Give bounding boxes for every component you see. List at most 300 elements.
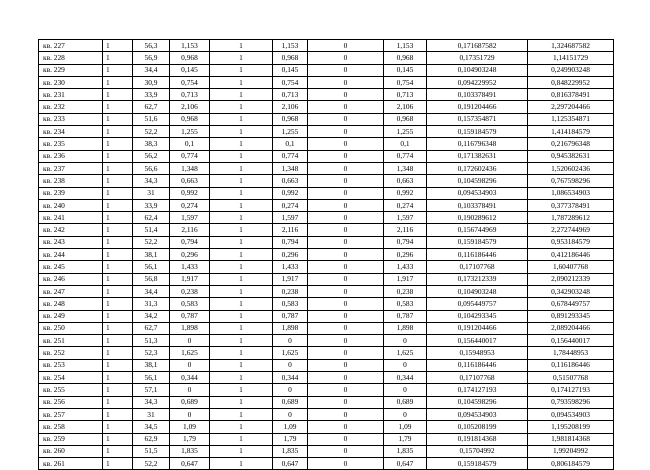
table-cell: 1: [103, 126, 133, 138]
table-cell: 62,7: [133, 101, 170, 113]
apartment-label-cell: кв. 257: [39, 408, 103, 420]
table-cell: 1: [210, 384, 273, 396]
table-cell: 0,968: [273, 113, 308, 125]
apartment-label-cell: кв. 240: [39, 199, 103, 211]
table-cell: 0: [308, 421, 384, 433]
table-cell: 0,344: [384, 372, 427, 384]
table-cell: 0,968: [273, 52, 308, 64]
table-cell: 0,116186446: [528, 359, 614, 371]
table-cell: 1,195208199: [528, 421, 614, 433]
table-cell: 1,348: [273, 162, 308, 174]
table-cell: 0,992: [170, 187, 210, 199]
apartment-label-cell: кв. 254: [39, 372, 103, 384]
table-cell: 1: [103, 310, 133, 322]
table-cell: 1: [210, 113, 273, 125]
table-cell: 0,968: [170, 52, 210, 64]
table-cell: 1: [210, 101, 273, 113]
apartment-label-cell: кв. 227: [39, 40, 103, 52]
table-cell: 0,689: [384, 396, 427, 408]
table-cell: 0,647: [384, 458, 427, 470]
table-cell: 0,713: [170, 89, 210, 101]
table-row: [39, 64, 614, 76]
table-cell: 1,625: [384, 347, 427, 359]
table-cell: 34,3: [133, 175, 170, 187]
table-row: [39, 249, 614, 261]
table-cell: 0: [308, 40, 384, 52]
table-cell: 1,79: [170, 433, 210, 445]
table-cell: 0: [308, 89, 384, 101]
table-row: [39, 347, 614, 359]
table-row: [39, 261, 614, 273]
table-row: [39, 162, 614, 174]
table-cell: 0,412186446: [528, 249, 614, 261]
table-cell: 51,3: [133, 335, 170, 347]
table-cell: 1: [103, 199, 133, 211]
table-cell: 0,774: [273, 150, 308, 162]
table-cell: 1,153: [170, 40, 210, 52]
table-cell: 0,1: [384, 138, 427, 150]
table-cell: 38,1: [133, 249, 170, 261]
table-cell: 0,145: [384, 64, 427, 76]
table-cell: 0,794: [170, 236, 210, 248]
table-row: [39, 101, 614, 113]
table-cell: 1: [210, 89, 273, 101]
table-cell: 1: [103, 421, 133, 433]
table-cell: 0,344: [273, 372, 308, 384]
table-cell: 0,713: [384, 89, 427, 101]
table-cell: 0: [308, 224, 384, 236]
table-cell: 0,754: [170, 76, 210, 88]
table-row: [39, 310, 614, 322]
table-cell: 1,917: [273, 273, 308, 285]
table-cell: 1,255: [170, 126, 210, 138]
table-cell: 51,6: [133, 113, 170, 125]
table-cell: 1: [103, 445, 133, 457]
apartment-label-cell: кв. 252: [39, 347, 103, 359]
table-cell: 1: [210, 162, 273, 174]
table-cell: 1: [103, 285, 133, 297]
table-cell: 1: [210, 126, 273, 138]
table-cell: 0,190289612: [427, 212, 528, 224]
table-row: [39, 40, 614, 52]
table-cell: 1: [210, 249, 273, 261]
table-cell: 0,17351729: [427, 52, 528, 64]
table-cell: 0,816378491: [528, 89, 614, 101]
table-cell: 0,103378491: [427, 89, 528, 101]
table-cell: 1,125354871: [528, 113, 614, 125]
table-row: [39, 445, 614, 457]
table-cell: 0,787: [384, 310, 427, 322]
table-cell: 0,094534903: [427, 187, 528, 199]
table-cell: 1: [210, 261, 273, 273]
table-cell: 0,156440017: [427, 335, 528, 347]
table-cell: 1,433: [384, 261, 427, 273]
table-cell: 1: [103, 458, 133, 470]
table-cell: 0,191204466: [427, 101, 528, 113]
table-cell: 0,1: [273, 138, 308, 150]
table-row: [39, 322, 614, 334]
table-cell: 0: [308, 347, 384, 359]
table-cell: 0,968: [384, 113, 427, 125]
apartment-label-cell: кв. 236: [39, 150, 103, 162]
table-cell: 34,4: [133, 64, 170, 76]
table-cell: 0: [308, 445, 384, 457]
table-cell: 1: [210, 445, 273, 457]
apartment-label-cell: кв. 256: [39, 396, 103, 408]
table-cell: 0: [384, 335, 427, 347]
table-cell: 0: [308, 150, 384, 162]
apartment-table: [38, 39, 614, 470]
table-cell: 0,583: [384, 298, 427, 310]
table-cell: 0,173212339: [427, 273, 528, 285]
table-row: [39, 89, 614, 101]
table-cell: 0: [308, 359, 384, 371]
table-cell: 0,296: [273, 249, 308, 261]
table-cell: 1: [210, 199, 273, 211]
table-cell: 0,767598296: [528, 175, 614, 187]
apartment-label-cell: кв. 259: [39, 433, 103, 445]
table-cell: 1,60407768: [528, 261, 614, 273]
table-cell: 0: [170, 384, 210, 396]
apartment-label-cell: кв. 237: [39, 162, 103, 174]
table-cell: 0,344: [170, 372, 210, 384]
table-cell: 0: [308, 273, 384, 285]
table-cell: 0,094534903: [528, 408, 614, 420]
table-cell: 1,597: [170, 212, 210, 224]
table-row: [39, 359, 614, 371]
table-cell: 0,159184579: [427, 126, 528, 138]
apartment-label-cell: кв. 255: [39, 384, 103, 396]
table-cell: 1: [103, 101, 133, 113]
table-row: [39, 76, 614, 88]
table-cell: 2,297204466: [528, 101, 614, 113]
apartment-label-cell: кв. 231: [39, 89, 103, 101]
table-cell: 56,6: [133, 162, 170, 174]
table-cell: 0,116186446: [427, 359, 528, 371]
apartment-label-cell: кв. 230: [39, 76, 103, 88]
table-cell: 1,348: [170, 162, 210, 174]
table-cell: 30,9: [133, 76, 170, 88]
table-cell: 0: [308, 113, 384, 125]
table-cell: 0,663: [170, 175, 210, 187]
table-cell: 1: [103, 335, 133, 347]
table-cell: 0: [273, 384, 308, 396]
table-row: [39, 212, 614, 224]
table-cell: 56,1: [133, 372, 170, 384]
table-cell: 1,520602436: [528, 162, 614, 174]
table-cell: 2,089204466: [528, 322, 614, 334]
table-cell: 0,159184579: [427, 458, 528, 470]
table-cell: 0,171382631: [427, 150, 528, 162]
table-cell: 1: [210, 347, 273, 359]
table-cell: 0,145: [170, 64, 210, 76]
table-cell: 0,171687582: [427, 40, 528, 52]
table-cell: 2,106: [384, 101, 427, 113]
table-cell: 0: [308, 335, 384, 347]
table-cell: 1: [103, 187, 133, 199]
table-cell: 1: [210, 40, 273, 52]
table-cell: 0,159184579: [427, 236, 528, 248]
table-cell: 0,891293345: [528, 310, 614, 322]
table-cell: 0,678449757: [528, 298, 614, 310]
apartment-label-cell: кв. 229: [39, 64, 103, 76]
table-cell: 1,625: [273, 347, 308, 359]
table-cell: 0,806184579: [528, 458, 614, 470]
table-cell: 2,116: [384, 224, 427, 236]
table-cell: 0,689: [170, 396, 210, 408]
table-cell: 0: [273, 408, 308, 420]
table-row: [39, 458, 614, 470]
table-cell: 0: [308, 261, 384, 273]
table-cell: 0: [308, 396, 384, 408]
table-cell: 0,104598296: [427, 396, 528, 408]
table-row: [39, 52, 614, 64]
table-cell: 0: [170, 408, 210, 420]
table-cell: 1: [210, 408, 273, 420]
table-cell: 0,274: [273, 199, 308, 211]
table-cell: 0: [308, 199, 384, 211]
table-cell: 1: [103, 224, 133, 236]
table-row: [39, 285, 614, 297]
table-cell: 1: [103, 433, 133, 445]
table-cell: 1: [210, 175, 273, 187]
table-cell: 0,094229952: [427, 76, 528, 88]
table-cell: 1,835: [170, 445, 210, 457]
table-cell: 2,106: [170, 101, 210, 113]
table-cell: 1: [210, 372, 273, 384]
table-cell: 1: [210, 298, 273, 310]
table-cell: 0,157354871: [427, 113, 528, 125]
apartment-label-cell: кв. 234: [39, 126, 103, 138]
table-cell: 1: [210, 224, 273, 236]
table-cell: 31,3: [133, 298, 170, 310]
apartment-label-cell: кв. 251: [39, 335, 103, 347]
apartment-label-cell: кв. 258: [39, 421, 103, 433]
table-cell: 0: [308, 384, 384, 396]
table-cell: 1,898: [384, 322, 427, 334]
apartment-label-cell: кв. 232: [39, 101, 103, 113]
table-cell: 1: [103, 52, 133, 64]
table-cell: 0,156744969: [427, 224, 528, 236]
table-cell: 0,296: [384, 249, 427, 261]
table-cell: 1,625: [170, 347, 210, 359]
table-cell: 31: [133, 187, 170, 199]
table-cell: 1: [210, 150, 273, 162]
table-row: [39, 175, 614, 187]
table-cell: 1,414184579: [528, 126, 614, 138]
table-cell: 1,09: [384, 421, 427, 433]
table-cell: 0: [384, 359, 427, 371]
table-cell: 0,116186446: [427, 249, 528, 261]
table-cell: 1: [103, 175, 133, 187]
table-cell: 1,433: [170, 261, 210, 273]
table-cell: 1,835: [273, 445, 308, 457]
table-cell: 0,754: [384, 76, 427, 88]
table-cell: 1,79: [273, 433, 308, 445]
apartment-label-cell: кв. 244: [39, 249, 103, 261]
table-row: [39, 335, 614, 347]
table-cell: 1,917: [170, 273, 210, 285]
table-cell: 62,4: [133, 212, 170, 224]
table-cell: 0,191814368: [427, 433, 528, 445]
table-cell: 2,272744969: [528, 224, 614, 236]
table-cell: 52,3: [133, 347, 170, 359]
table-cell: 0,191204466: [427, 322, 528, 334]
table-cell: 0,774: [170, 150, 210, 162]
table-cell: 62,7: [133, 322, 170, 334]
table-cell: 0: [308, 52, 384, 64]
table-row: [39, 421, 614, 433]
table-row: [39, 273, 614, 285]
table-cell: 1,79: [384, 433, 427, 445]
table-cell: 1,78448953: [528, 347, 614, 359]
table-cell: 33,9: [133, 199, 170, 211]
table-cell: 1: [210, 359, 273, 371]
table-cell: 1: [210, 138, 273, 150]
apartment-label-cell: кв. 261: [39, 458, 103, 470]
table-cell: 0,774: [384, 150, 427, 162]
table-cell: 1,086534903: [528, 187, 614, 199]
table-body: [39, 40, 614, 470]
table-cell: 1: [103, 372, 133, 384]
table-row: [39, 138, 614, 150]
table-row: [39, 113, 614, 125]
table-cell: 0,953184579: [528, 236, 614, 248]
table-cell: 1,597: [384, 212, 427, 224]
table-cell: 0,1: [170, 138, 210, 150]
table-cell: 1,898: [273, 322, 308, 334]
table-cell: 0,583: [273, 298, 308, 310]
table-cell: 0,663: [273, 175, 308, 187]
table-cell: 1: [103, 347, 133, 359]
table-cell: 0: [308, 322, 384, 334]
table-cell: 0,647: [273, 458, 308, 470]
apartment-label-cell: кв. 241: [39, 212, 103, 224]
table-cell: 34,4: [133, 285, 170, 297]
table-cell: 0,342903248: [528, 285, 614, 297]
table-cell: 0: [308, 433, 384, 445]
table-cell: 1,09: [273, 421, 308, 433]
table-cell: 0: [308, 64, 384, 76]
table-cell: 1: [210, 212, 273, 224]
table-cell: 0: [308, 187, 384, 199]
table-cell: 1,348: [384, 162, 427, 174]
table-cell: 34,2: [133, 310, 170, 322]
table-cell: 0: [308, 458, 384, 470]
table-row: [39, 433, 614, 445]
table-cell: 1: [103, 249, 133, 261]
table-cell: 1: [103, 322, 133, 334]
apartment-label-cell: кв. 243: [39, 236, 103, 248]
table-cell: 0: [273, 359, 308, 371]
table-cell: 1: [210, 458, 273, 470]
table-cell: 1,835: [384, 445, 427, 457]
table-cell: 1: [103, 273, 133, 285]
table-cell: 38,1: [133, 359, 170, 371]
table-cell: 1: [210, 52, 273, 64]
table-row: [39, 126, 614, 138]
table-row: [39, 150, 614, 162]
table-cell: 1: [103, 261, 133, 273]
apartment-label-cell: кв. 250: [39, 322, 103, 334]
table-cell: 0,15704992: [427, 445, 528, 457]
table-cell: 1,153: [384, 40, 427, 52]
table-row: [39, 298, 614, 310]
table-cell: 1: [103, 396, 133, 408]
table-row: [39, 187, 614, 199]
apartment-label-cell: кв. 249: [39, 310, 103, 322]
table-cell: 0,794: [384, 236, 427, 248]
table-cell: 52,2: [133, 236, 170, 248]
table-cell: 56,9: [133, 52, 170, 64]
table-cell: 1,597: [273, 212, 308, 224]
table-cell: 2,106: [273, 101, 308, 113]
table-cell: 0: [308, 236, 384, 248]
table-cell: 0: [308, 408, 384, 420]
table-cell: 0,663: [384, 175, 427, 187]
table-cell: 1,433: [273, 261, 308, 273]
apartment-label-cell: кв. 245: [39, 261, 103, 273]
table-cell: 0,103378491: [427, 199, 528, 211]
table-cell: 0: [170, 359, 210, 371]
table-cell: 0,377378491: [528, 199, 614, 211]
table-cell: 0: [308, 372, 384, 384]
apartment-label-cell: кв. 238: [39, 175, 103, 187]
table-cell: 31: [133, 408, 170, 420]
table-cell: 0: [308, 162, 384, 174]
table-row: [39, 372, 614, 384]
table-cell: 0,105208199: [427, 421, 528, 433]
table-cell: 52,2: [133, 458, 170, 470]
table-row: [39, 408, 614, 420]
apartment-label-cell: кв. 247: [39, 285, 103, 297]
table-row: [39, 384, 614, 396]
table-cell: 1,99204992: [528, 445, 614, 457]
table-cell: 0,095449757: [427, 298, 528, 310]
table-cell: 1: [210, 322, 273, 334]
table-cell: 0,274: [170, 199, 210, 211]
table-cell: 0,104903248: [427, 64, 528, 76]
table-cell: 0,992: [273, 187, 308, 199]
table-cell: 1: [103, 236, 133, 248]
table-cell: 0,172602436: [427, 162, 528, 174]
table-cell: 0,094534903: [427, 408, 528, 420]
table-cell: 1,255: [384, 126, 427, 138]
table-cell: 1: [103, 408, 133, 420]
table-cell: 0: [308, 249, 384, 261]
table-cell: 0: [308, 212, 384, 224]
table-cell: 1: [103, 150, 133, 162]
table-cell: 0,793598296: [528, 396, 614, 408]
table-cell: 1: [210, 236, 273, 248]
table-cell: 1,917: [384, 273, 427, 285]
table-cell: 0,104293345: [427, 310, 528, 322]
table-cell: 0,945382631: [528, 150, 614, 162]
table-cell: 0: [308, 126, 384, 138]
table-cell: 0,156440017: [528, 335, 614, 347]
table-cell: 0: [170, 335, 210, 347]
table-cell: 1,255: [273, 126, 308, 138]
table-cell: 0,968: [170, 113, 210, 125]
table-cell: 1,787289612: [528, 212, 614, 224]
table-cell: 56,2: [133, 150, 170, 162]
table-cell: 1: [210, 64, 273, 76]
table-cell: 0,787: [273, 310, 308, 322]
table-cell: 57,1: [133, 384, 170, 396]
apartment-label-cell: кв. 228: [39, 52, 103, 64]
table-cell: 0: [308, 298, 384, 310]
table-cell: 0,713: [273, 89, 308, 101]
